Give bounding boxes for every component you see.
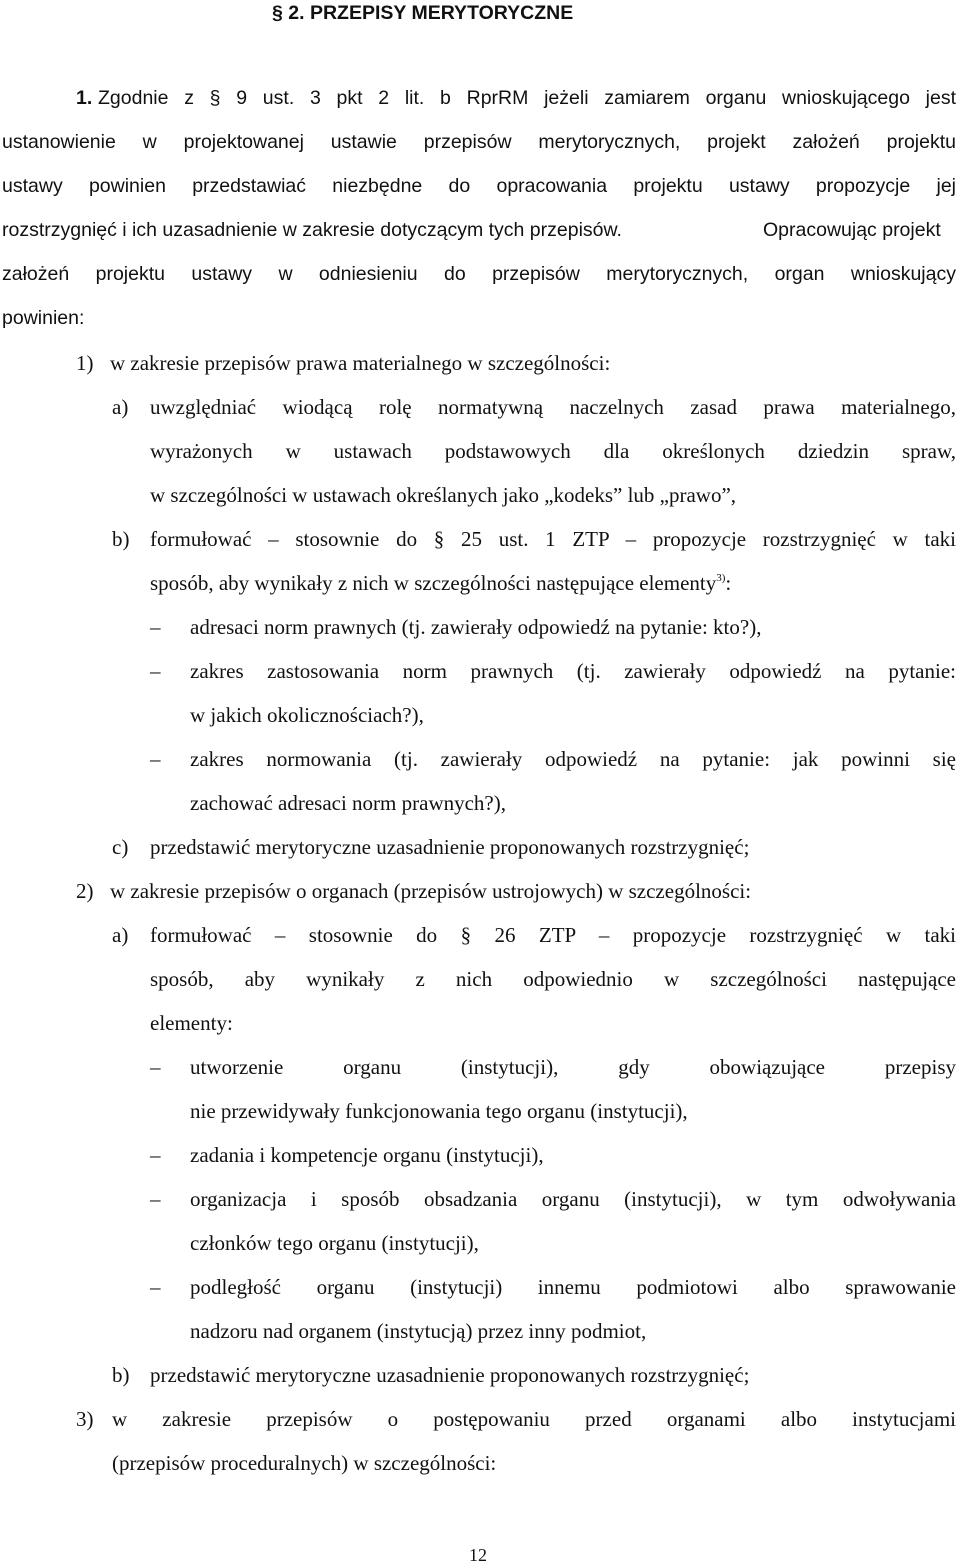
list-marker: b): [112, 1363, 130, 1387]
intro-line: Opracowując projekt: [763, 219, 941, 241]
list-item: sposób, aby wynikały z nich odpowiednio w szczególności następujące: [150, 967, 956, 991]
intro-line: powinien:: [2, 307, 85, 329]
dash-item: zadania i kompetencje organu (instytucji),: [190, 1143, 544, 1167]
intro-line: ustanowienie w projektowanej ustawie przepisów merytorycznych, projekt założeń projektu: [2, 131, 956, 153]
dash-item: zakres normowania (tj. zawierały odpowiedź na pytanie: jak powinni się: [190, 747, 956, 771]
list-marker: c): [112, 835, 129, 859]
dash-marker: –: [150, 1055, 161, 1079]
dash-marker: –: [150, 1187, 161, 1211]
list-marker: a): [112, 923, 129, 947]
dash-item: członków tego organu (instytucji),: [190, 1231, 479, 1255]
list-marker: 3): [76, 1407, 94, 1431]
dash-marker: –: [150, 747, 161, 771]
dash-marker: –: [150, 1143, 161, 1167]
dash-item: organizacja i sposób obsadzania organu (instytucji), w tym odwoływania: [190, 1187, 956, 1211]
intro-line: ustawy powinien przedstawiać niezbędne do opracowania projektu ustawy propozycje jej: [2, 175, 956, 197]
list-marker: b): [112, 527, 130, 551]
dash-marker: –: [150, 659, 161, 683]
intro-line: rozstrzygnięć i ich uzasadnienie w zakresie dotyczącym tych przepisów.: [2, 219, 622, 241]
list-item-text: sposób, aby wynikały z nich w szczególności następujące elementy: [150, 571, 717, 595]
list-marker: a): [112, 395, 129, 419]
dash-item: podległość organu (instytucji) innemu podmiotowi albo sprawowanie: [190, 1275, 956, 1299]
list-item: w zakresie przepisów prawa materialnego w szczególności:: [110, 351, 611, 375]
intro-line: założeń projektu ustawy w odniesieniu do przepisów merytorycznych, organ wnioskujący: [2, 263, 956, 285]
list-marker: 2): [76, 879, 94, 903]
list-item: uwzględniać wiodącą rolę normatywną naczelnych zasad prawa materialnego,: [150, 395, 956, 419]
list-item: formułować – stosownie do § 26 ZTP – propozycje rozstrzygnięć w taki: [150, 923, 956, 947]
dash-item: nie przewidywały funkcjonowania tego organu (instytucji),: [190, 1099, 688, 1123]
dash-item: nadzoru nad organem (instytucją) przez inny podmiot,: [190, 1319, 647, 1343]
footnote-ref: 3): [716, 572, 726, 584]
list-item: [150, 571, 731, 596]
dash-item: adresaci norm prawnych (tj. zawierały odpowiedź na pytanie: kto?),: [190, 615, 762, 639]
intro-line: Zgodnie z § 9 ust. 3 pkt 2 lit. b RprRM jeżeli zamiarem organu wnioskującego jest: [98, 87, 956, 109]
dash-item: utworzenie organu (instytucji), gdy obowiązujące przepisy: [190, 1055, 956, 1079]
list-item-text: :: [725, 571, 732, 595]
list-item: w zakresie przepisów o organach (przepisów ustrojowych) w szczególności:: [110, 879, 752, 903]
list-item: formułować – stosownie do § 25 ust. 1 ZTP – propozycje rozstrzygnięć w taki: [150, 527, 956, 551]
dash-item: zakres zastosowania norm prawnych (tj. zawierały odpowiedź na pytanie:: [190, 659, 956, 683]
dash-marker: –: [150, 1275, 161, 1299]
list-marker: 1): [76, 351, 94, 375]
list-item: wyrażonych w ustawach podstawowych dla określonych dziedzin spraw,: [150, 439, 956, 463]
page-number: 12: [469, 1545, 487, 1565]
list-item: przedstawić merytoryczne uzasadnienie proponowanych rozstrzygnięć;: [150, 835, 750, 859]
list-item: (przepisów proceduralnych) w szczególności:: [112, 1451, 497, 1475]
dash-item: w jakich okolicznościach?),: [190, 703, 424, 727]
list-item: przedstawić merytoryczne uzasadnienie proponowanych rozstrzygnięć;: [150, 1363, 750, 1387]
intro-number: 1.: [76, 87, 93, 109]
list-item: w szczególności w ustawach określanych jako „kodeks” lub „prawo”,: [150, 483, 737, 507]
section-heading: § 2. PRZEPISY MERYTORYCZNE: [272, 2, 574, 24]
dash-marker: –: [150, 615, 161, 639]
dash-item: zachować adresaci norm prawnych?),: [190, 791, 506, 815]
list-item: w zakresie przepisów o postępowaniu przed organami albo instytucjami: [112, 1407, 956, 1431]
list-item: elementy:: [150, 1011, 233, 1035]
